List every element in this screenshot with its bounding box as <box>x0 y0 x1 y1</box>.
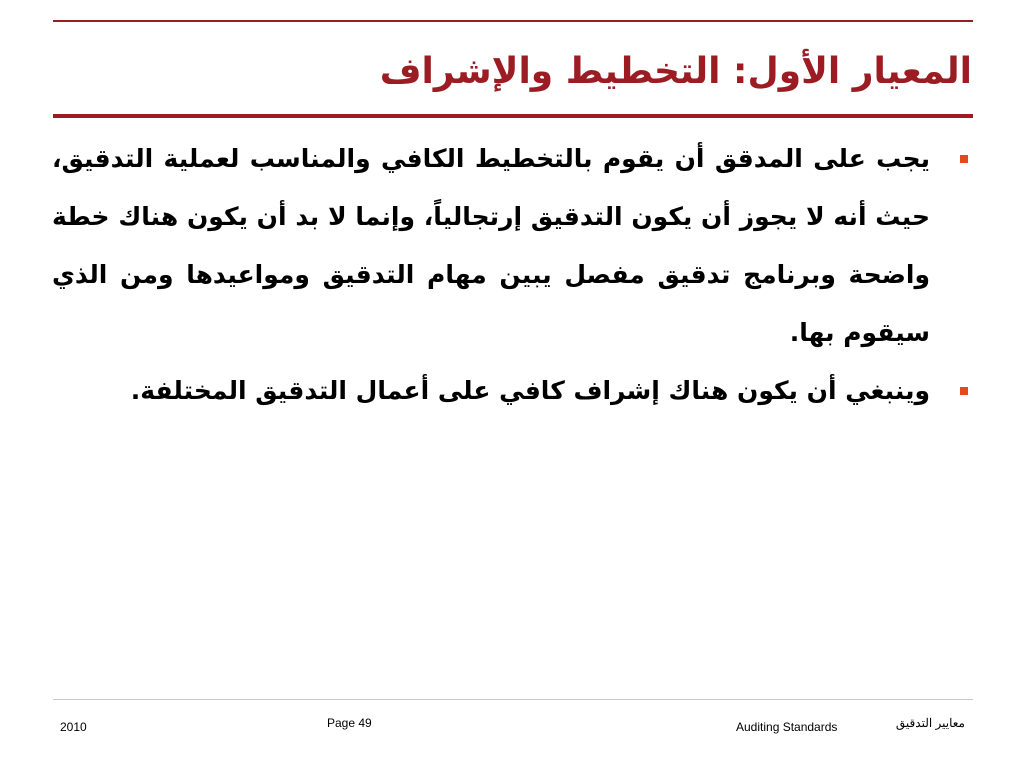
footer-page-number: Page 49 <box>327 716 372 730</box>
footer-course-english: Auditing Standards <box>736 720 838 734</box>
bullet-text: يجب على المدقق أن يقوم بالتخطيط الكافي والمناسب لعملية التدقيق، حيث أنه لا يجوز أن يكون التدقيق إرتجالياً، وإنما لا بد أن يكون هناك خطة واضحة وبرنامج تدقيق مفصل يبين مهام التدقيق ومواعيدها ومن الذي سيقوم بها. <box>52 144 930 347</box>
footer-course-arabic: معايير التدقيق <box>895 716 965 730</box>
square-bullet-icon <box>960 155 968 163</box>
slide-content <box>52 130 972 420</box>
bullet-text: وينبغي أن يكون هناك إشراف كافي على أعمال التدقيق المختلفة. <box>130 376 930 405</box>
bullet-item <box>52 130 972 362</box>
bullet-item <box>52 362 972 420</box>
footer-year: 2010 <box>60 720 87 734</box>
square-bullet-icon <box>960 387 968 395</box>
footer-divider <box>53 699 973 700</box>
slide-title: المعيار الأول: التخطيط والإشراف <box>379 51 972 92</box>
top-rule <box>53 20 973 22</box>
title-underline <box>53 114 973 118</box>
